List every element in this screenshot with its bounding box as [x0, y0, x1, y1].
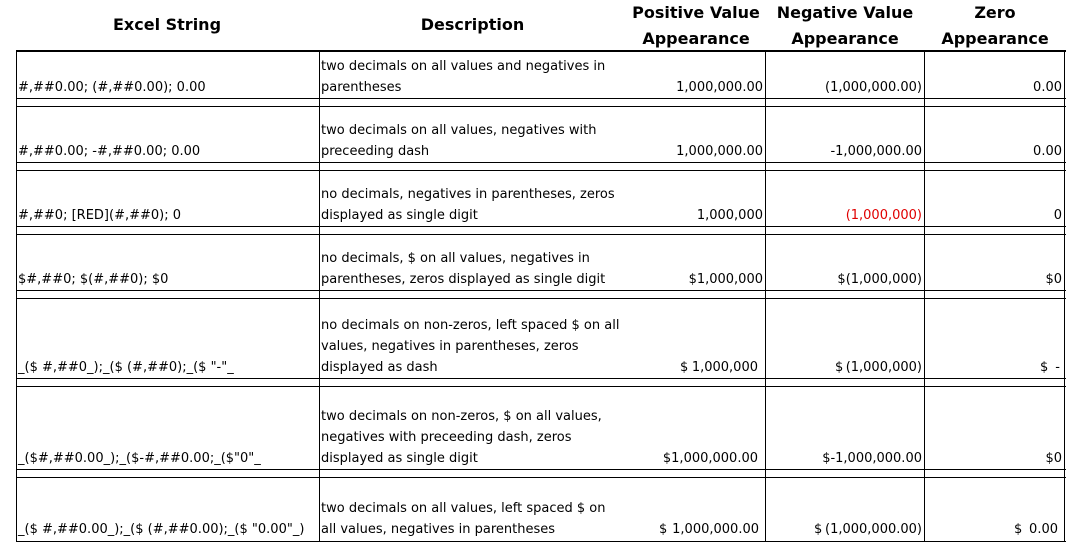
description-line: all values, negatives in parentheses	[321, 522, 556, 537]
description-line: negatives with preceeding dash, zeros	[321, 430, 572, 445]
currency-symbol: $	[835, 360, 844, 375]
description-line: displayed as single digit	[321, 208, 478, 223]
description-line: two decimals on all values and negatives in	[321, 59, 606, 74]
row-divider	[16, 298, 1066, 299]
amount: (1,000,000)	[845, 360, 922, 375]
positive-value-cell: $1,000,000.00	[662, 451, 758, 466]
currency-symbol: $	[680, 360, 689, 375]
excel-string-cell: #,##0.00; -#,##0.00; 0.00	[18, 144, 201, 159]
excel-string-cell: $#,##0; $(#,##0); $0	[18, 272, 169, 287]
row-divider	[16, 469, 1066, 470]
positive-value-cell: 1,000,000	[696, 208, 763, 223]
row-divider	[16, 477, 1066, 478]
header-bottom-border	[16, 50, 1066, 52]
zero-value-cell: 0	[1053, 208, 1062, 223]
zero-value-cell: $0	[1045, 272, 1062, 287]
description-line: parentheses, zeros displayed as single digit	[321, 272, 606, 287]
zero-value-cell: $0	[1045, 451, 1062, 466]
zero-value-cell: 0.00	[1033, 144, 1062, 159]
header-zero-line1: Zero	[974, 3, 1016, 22]
excel-string-cell: _($ #,##0.00_);_($ (#,##0.00);_($ "0.00"_)	[18, 522, 305, 537]
description-cell	[321, 184, 625, 226]
row-divider	[16, 98, 1066, 99]
amount: -	[1055, 360, 1060, 375]
header-positive-value	[627, 0, 765, 52]
positive-value-cell	[680, 357, 758, 378]
currency-symbol: $	[659, 522, 668, 537]
description-line: values, negatives in parentheses, zeros	[321, 339, 579, 354]
positive-value-cell: 1,000,000.00	[676, 80, 763, 95]
positive-value-cell	[659, 519, 759, 540]
column-border	[924, 50, 925, 542]
description-cell	[321, 498, 625, 540]
negative-value-cell	[835, 357, 922, 378]
header-negative-value	[766, 0, 924, 52]
negative-value-cell: -1,000,000.00	[830, 144, 922, 159]
header-negative-line2: Appearance	[791, 29, 899, 48]
amount: 0.00	[1029, 522, 1058, 537]
amount: 1,000,000.00	[672, 522, 759, 537]
description-cell	[321, 248, 625, 290]
excel-string-cell: #,##0; [RED](#,##0); 0	[18, 208, 182, 223]
description-line: preceeding dash	[321, 144, 430, 159]
description-cell	[321, 315, 625, 378]
description-cell	[321, 406, 625, 469]
row-divider	[16, 226, 1066, 227]
description-line: no decimals on non-zeros, left spaced $ on all	[321, 318, 620, 333]
description-cell	[321, 56, 625, 98]
header-negative-line1: Negative Value	[776, 3, 914, 22]
excel-string-cell: _($#,##0.00_);_($-#,##0.00;_($"0"_	[18, 451, 261, 466]
excel-string-cell: _($ #,##0_);_($ (#,##0);_($ "-"_	[18, 360, 234, 375]
zero-value-cell	[1014, 519, 1058, 540]
description-line: two decimals on non-zeros, $ on all values,	[321, 409, 602, 424]
header-excel-string: Excel String	[112, 15, 222, 34]
positive-value-cell: 1,000,000.00	[676, 144, 763, 159]
amount: 1,000,000	[691, 360, 758, 375]
negative-value-cell: (1,000,000)	[845, 208, 922, 223]
currency-symbol: $	[1014, 522, 1023, 537]
amount: (1,000,000.00)	[825, 522, 922, 537]
row-divider	[16, 106, 1066, 107]
table-bottom-border	[16, 541, 1066, 542]
description-line: displayed as dash	[321, 360, 438, 375]
negative-value-cell: $-1,000,000.00	[822, 451, 922, 466]
negative-value-cell: $(1,000,000)	[837, 272, 922, 287]
row-divider	[16, 290, 1066, 291]
header-description: Description	[420, 15, 525, 34]
row-divider	[16, 170, 1066, 171]
currency-symbol: $	[814, 522, 823, 537]
zero-value-cell	[1040, 357, 1060, 378]
negative-value-cell: (1,000,000.00)	[825, 80, 922, 95]
column-border	[1064, 50, 1065, 542]
description-line: two decimals on all values, negatives with	[321, 123, 597, 138]
row-divider	[16, 162, 1066, 163]
header-positive-line1: Positive Value	[632, 3, 760, 22]
header-positive-line2: Appearance	[642, 29, 750, 48]
row-divider	[16, 386, 1066, 387]
currency-symbol: $	[1040, 360, 1049, 375]
row-divider	[16, 234, 1066, 235]
header-zero-line2: Appearance	[941, 29, 1049, 48]
negative-value-cell	[814, 519, 922, 540]
description-cell	[321, 120, 625, 162]
zero-value-cell: 0.00	[1033, 80, 1062, 95]
row-divider	[16, 378, 1066, 379]
column-border	[16, 50, 17, 542]
description-line: parentheses	[321, 80, 402, 95]
description-line: two decimals on all values, left spaced $ on	[321, 501, 606, 516]
positive-value-cell: $1,000,000	[688, 272, 763, 287]
header-zero	[925, 0, 1065, 52]
column-border	[319, 50, 320, 542]
excel-string-cell: #,##0.00; (#,##0.00); 0.00	[18, 80, 206, 95]
column-border	[765, 50, 766, 542]
description-line: no decimals, $ on all values, negatives in	[321, 251, 590, 266]
description-line: displayed as single digit	[321, 451, 478, 466]
description-line: no decimals, negatives in parentheses, zeros	[321, 187, 615, 202]
